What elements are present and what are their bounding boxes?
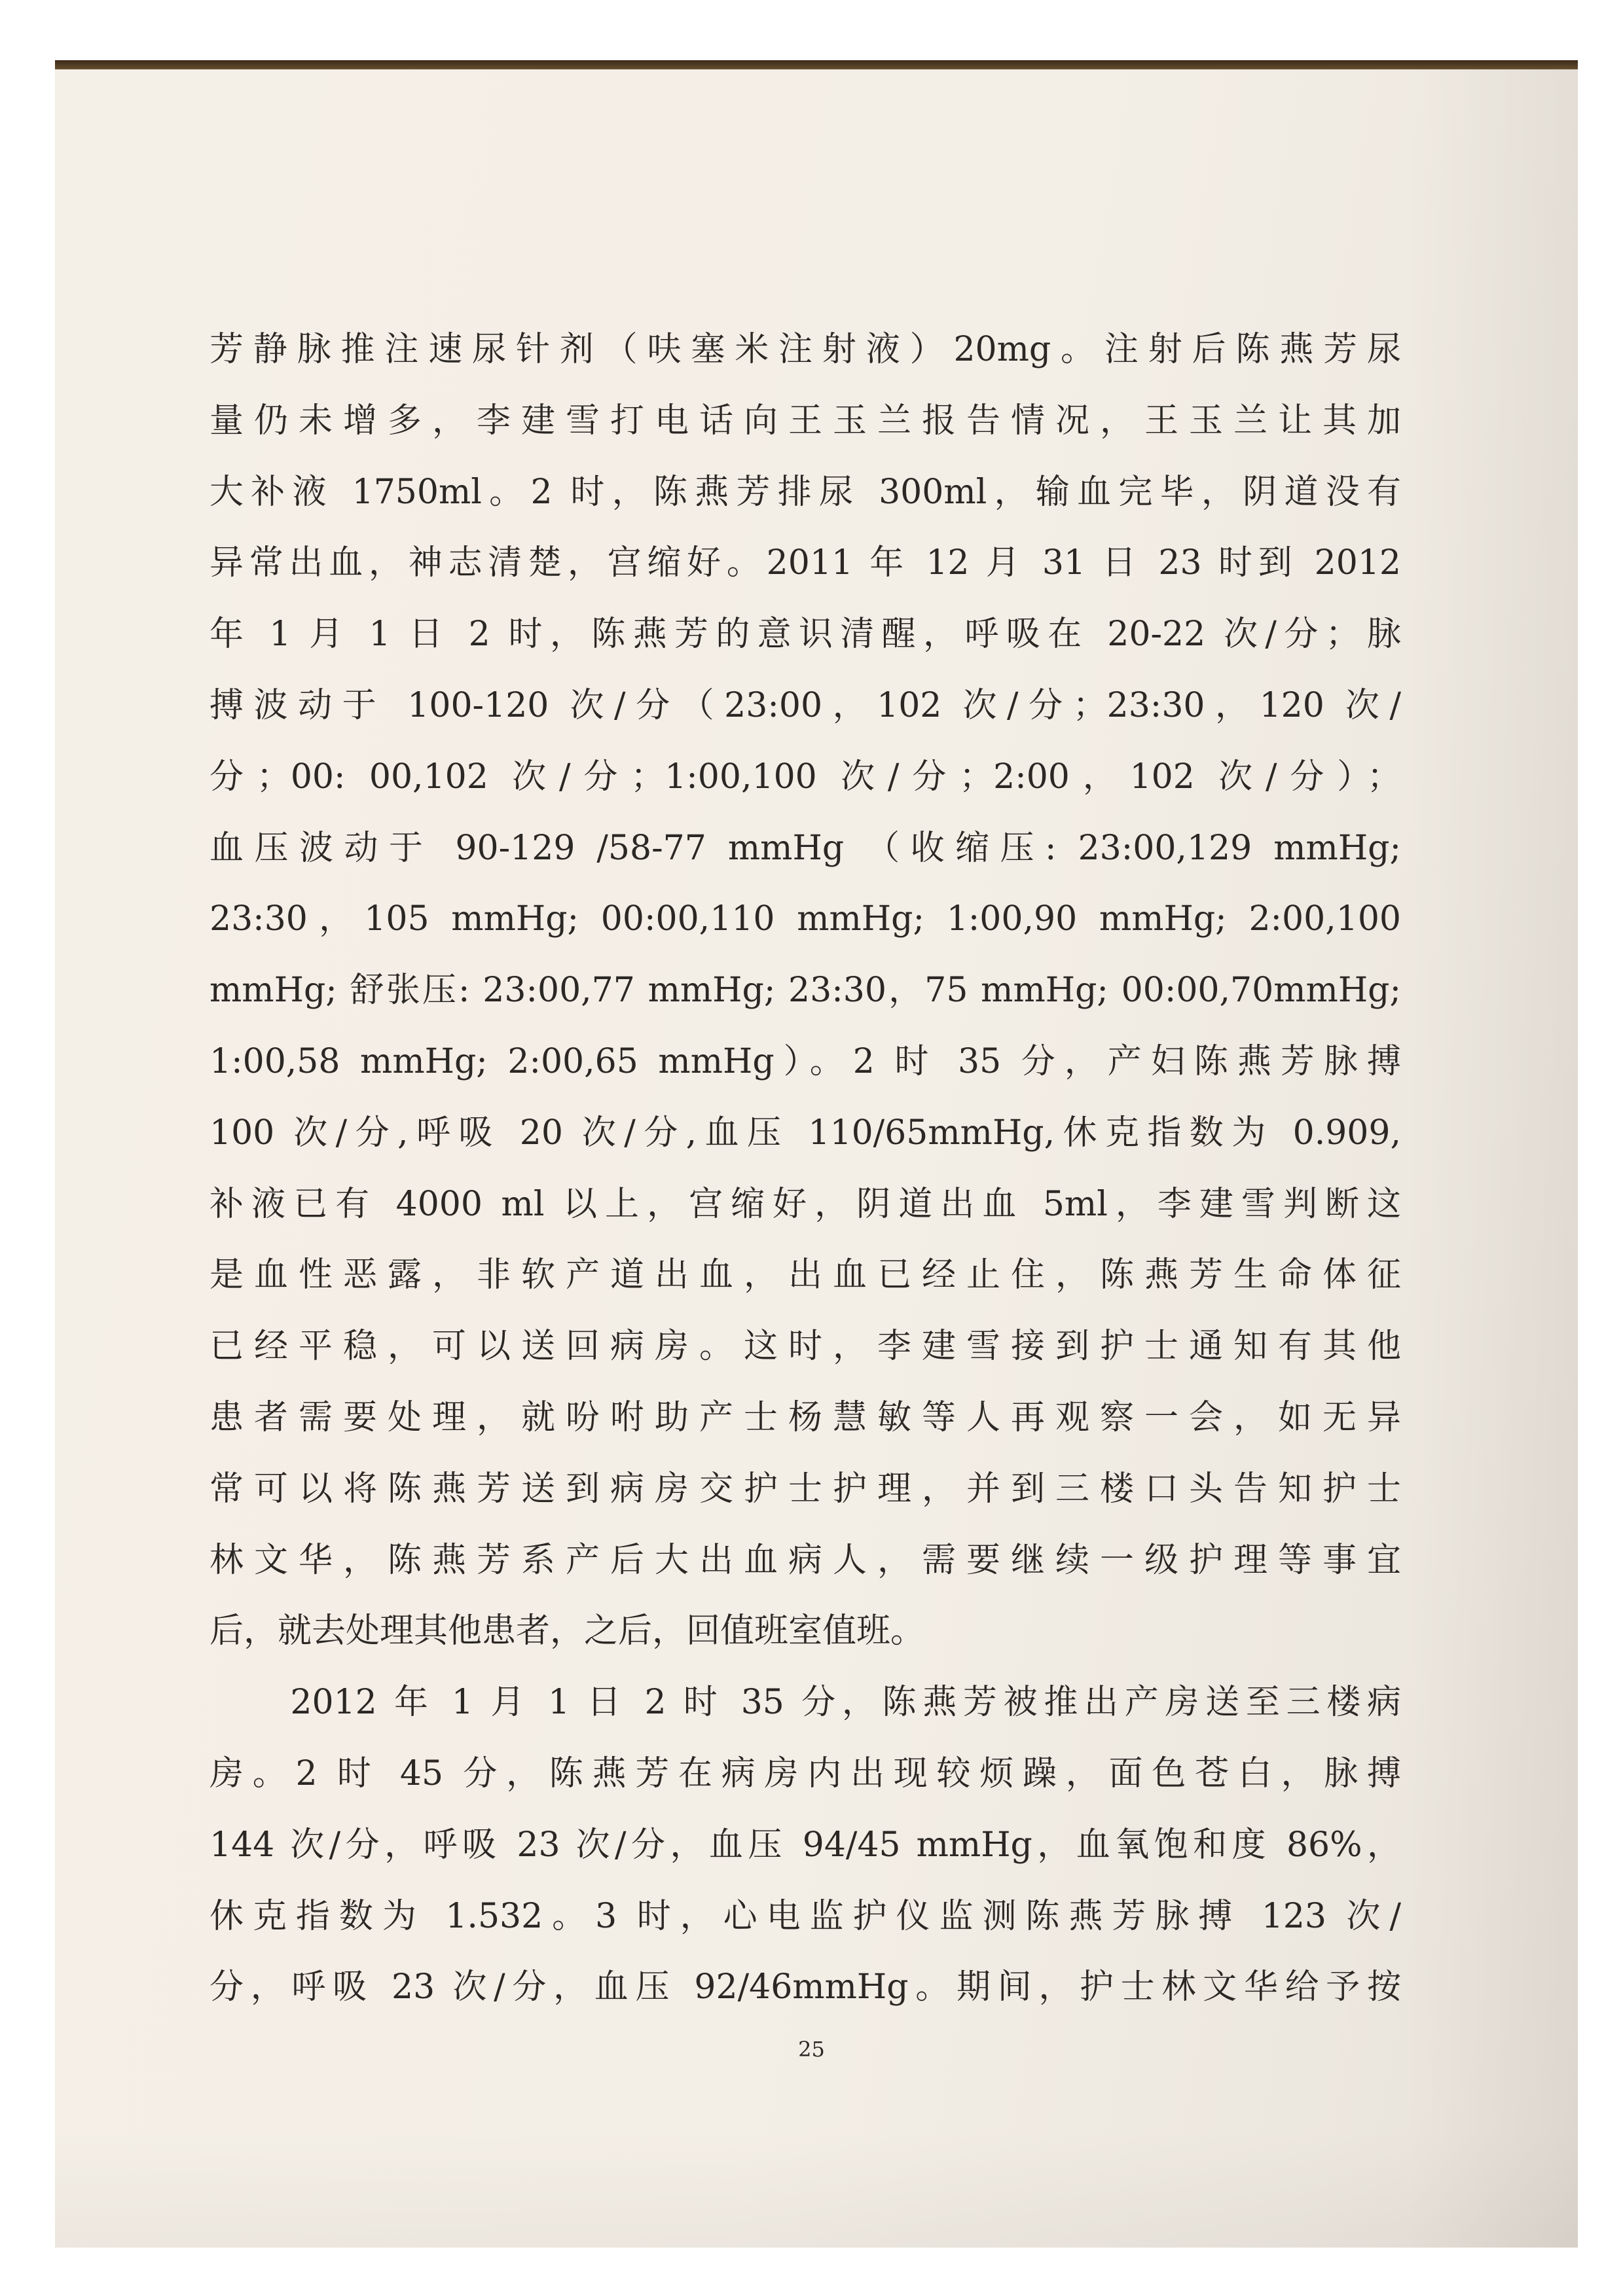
- text-line: 2012 年 1 月 1 日 2 时 35 分，陈燕芳被推出产房送至三楼病: [210, 1683, 1401, 1723]
- text-line: 芳静脉推注速尿针剂（呋塞米注射液）20mg。注射后陈燕芳尿: [210, 330, 1401, 369]
- text-line: 搏波动于 100-120 次/分（23:00，102 次/分；23:30，120 次/: [210, 685, 1401, 725]
- text-line: mmHg; 舒张压: 23:00,77 mmHg; 23:30，75 mmHg; 00:00,70mmHg;: [210, 971, 1401, 1011]
- text-line: 林文华，陈燕芳系产后大出血病人，需要继续一级护理等事宜: [210, 1540, 1401, 1580]
- text-line: 房。2 时 45 分，陈燕芳在病房内出现较烦躁，面色苍白，脉搏: [210, 1753, 1401, 1793]
- text-line: 是血性恶露，非软产道出血，出血已经止住，陈燕芳生命体征: [210, 1255, 1401, 1295]
- text-line: 常可以将陈燕芳送到病房交护士护理，并到三楼口头告知护士: [210, 1469, 1401, 1509]
- text-line: 分，呼吸 23 次/分，血压 92/46mmHg。期间，护士林文华给予按: [210, 1967, 1401, 2007]
- text-line: 量仍未增多，李建雪打电话向王玉兰报告情况，王玉兰让其加: [210, 401, 1401, 440]
- text-line: 年 1 月 1 日 2 时，陈燕芳的意识清醒，呼吸在 20-22 次/分；脉: [210, 615, 1401, 655]
- text-line: 患者需要处理，就吩咐助产士杨慧敏等人再观察一会，如无异: [210, 1397, 1401, 1437]
- text-line: 异常出血，神志清楚，宫缩好。2011 年 12 月 31 日 23 时到 2012: [210, 543, 1401, 583]
- page-number: 25: [798, 2037, 825, 2062]
- text-line: 大补液 1750ml。2 时，陈燕芳排尿 300ml，输血完毕，阴道没有: [210, 472, 1401, 512]
- text-line: 分；00: 00,102 次/分；1:00,100 次/分；2:00，102 次/分）；: [210, 757, 1401, 797]
- text-line: 23:30，105 mmHg; 00:00,110 mmHg; 1:00,90 mmHg; 2:00,100: [210, 899, 1401, 939]
- text-line: 144 次/分，呼吸 23 次/分，血压 94/45 mmHg，血氧饱和度 86%，: [210, 1825, 1401, 1865]
- paragraph-end-line: 后，就去处理其他患者，之后，回值班室值班。: [210, 1611, 925, 1651]
- body-text: [210, 314, 1401, 2023]
- text-line: 休克指数为 1.532。3 时，心电监护仪监测陈燕芳脉搏 123 次/: [210, 1896, 1401, 1936]
- text-line: 100 次/分,呼吸 20 次/分,血压 110/65mmHg,休克指数为 0.909,: [210, 1113, 1401, 1153]
- text-line: 补液已有 4000 ml 以上，宫缩好，阴道出血 5ml，李建雪判断这: [210, 1184, 1401, 1224]
- page-shadow-right: [1408, 69, 1578, 2248]
- text-line: 已经平稳，可以送回病房。这时，李建雪接到护士通知有其他: [210, 1327, 1401, 1367]
- text-line: 血压波动于 90-129 /58-77 mmHg （收缩压: 23:00,129 mmHg;: [210, 828, 1401, 868]
- text-line: 1:00,58 mmHg; 2:00,65 mmHg）。2 时 35 分，产妇陈燕芳脉搏: [210, 1041, 1401, 1081]
- page-shadow-bottom: [55, 2130, 1578, 2248]
